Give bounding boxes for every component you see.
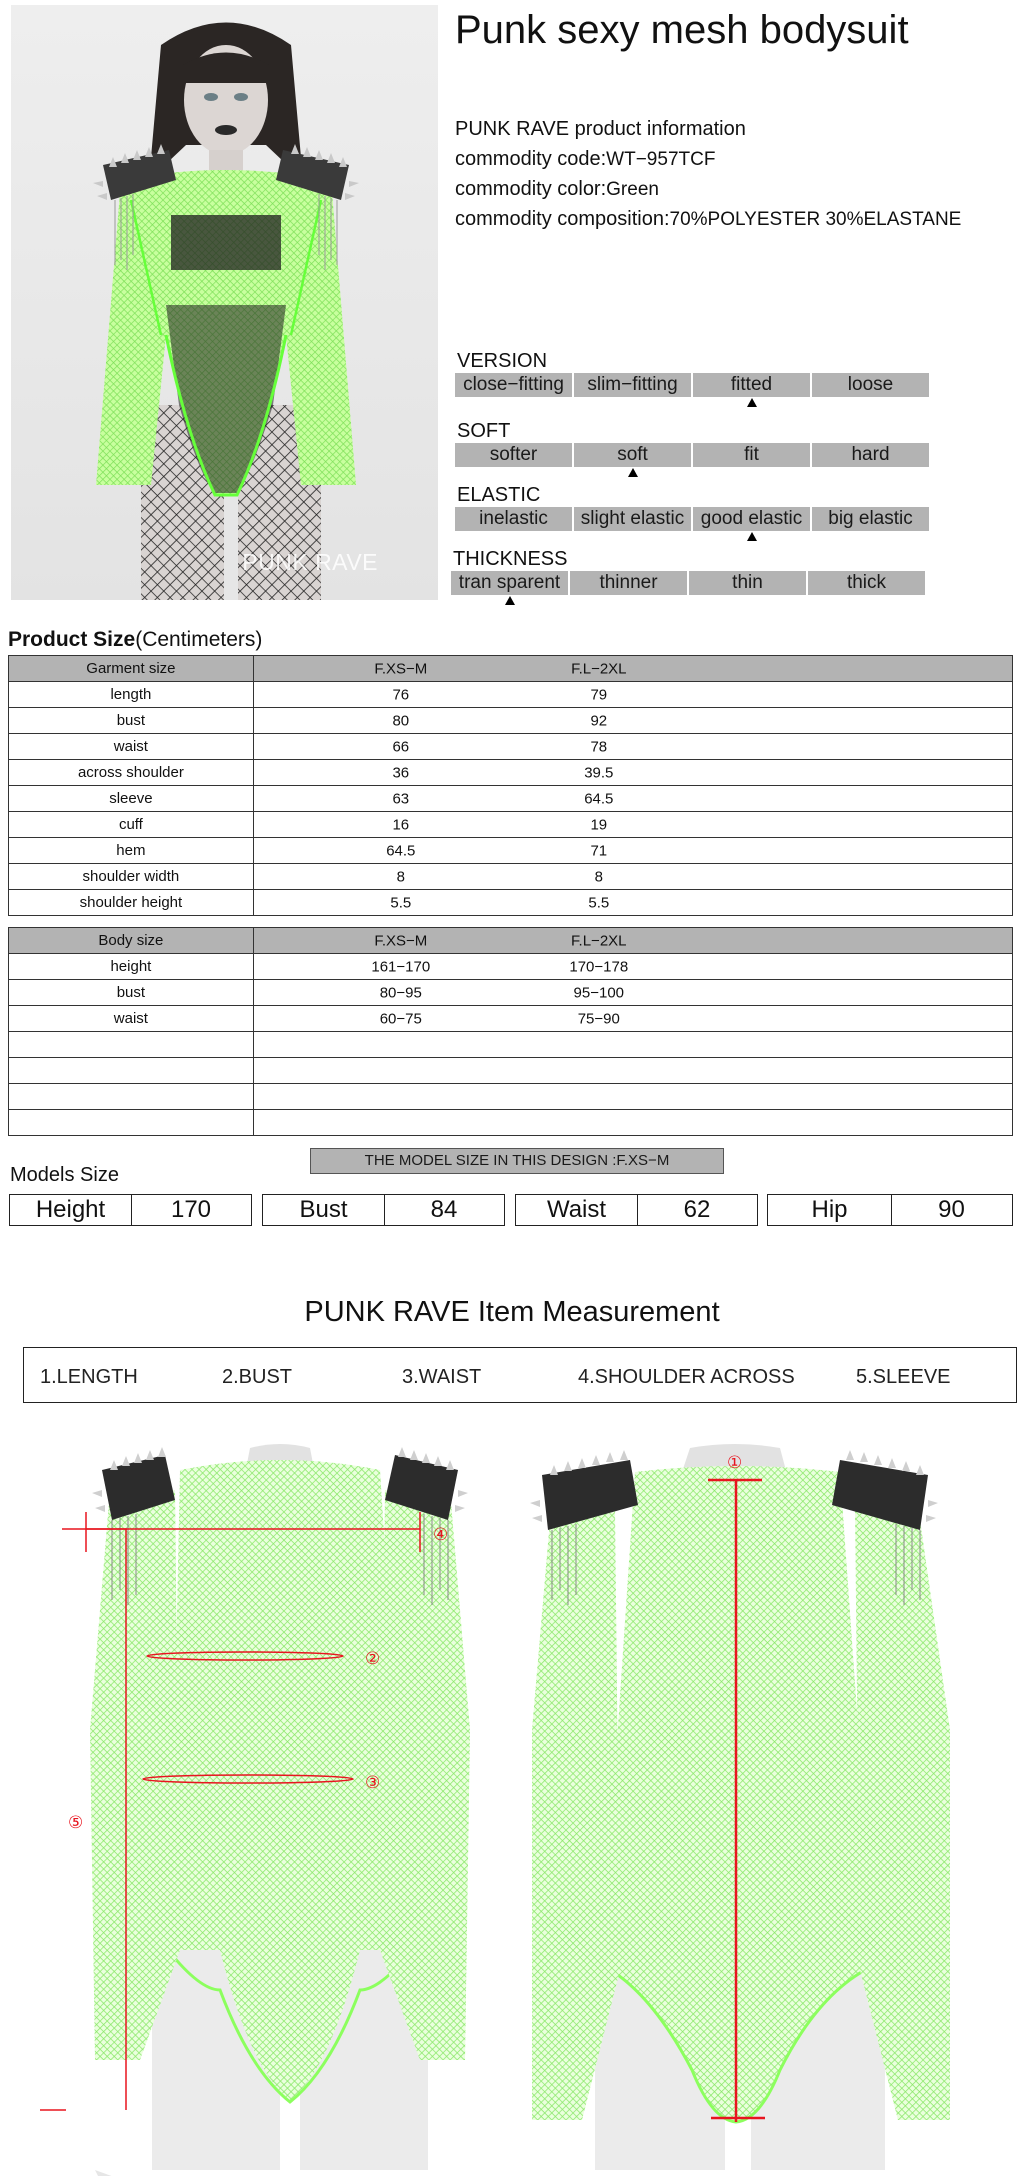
size-label: waist [9,734,254,760]
size-label [9,1084,254,1110]
garment-size-row [9,864,1013,890]
size-value-fl-2xl: 8 [594,868,603,885]
size-label: hem [9,838,254,864]
size-label: across shoulder [9,760,254,786]
commodity-color-value: Green [606,179,659,200]
attr-version-label: VERSION [457,350,548,372]
size-label: length [9,682,254,708]
size-values [253,760,1012,786]
attr-option: loose [812,373,929,397]
garment-size-row [9,708,1013,734]
model-stat-height [9,1194,252,1226]
size-value-fl-2xl: 71 [590,842,608,859]
marker-4: ④ [433,1525,449,1545]
product-size-unit: (Centimeters) [135,628,263,651]
garment-size-row [9,890,1013,916]
size-label: Garment size [9,656,254,682]
size-value-fl-2xl: 92 [590,712,608,729]
size-values [253,1110,1012,1136]
size-values [253,1084,1012,1110]
attr-version-scale [455,373,929,397]
size-label [9,1032,254,1058]
attr-soft-scale [455,443,929,467]
size-label: bust [9,980,254,1006]
size-label [9,1058,254,1084]
attr-option: fit [693,443,810,467]
body-size-row [9,1006,1013,1032]
body-size-row [9,1032,1013,1058]
size-value-fl-2xl: F.L−2XL [571,660,627,677]
size-label: Body size [9,928,254,954]
size-values [253,812,1012,838]
garment-size-row [9,812,1013,838]
product-size-title [8,628,262,652]
size-values [253,890,1012,916]
garment-size-row [9,838,1013,864]
commodity-composition-label: commodity composition: [455,208,670,230]
body-size-row-header [9,928,1013,954]
model-stat-label: Height [10,1195,132,1225]
size-value-fxs-m: 63 [392,790,410,807]
attr-option: soft [574,443,691,467]
model-stat-waist [515,1194,758,1226]
brand-watermark: PUNK RAVE [242,549,378,575]
body-size-row [9,980,1013,1006]
attr-option: hard [812,443,929,467]
measurement-item-waist: 3.WAIST [402,1366,482,1388]
attr-option: slim−fitting [574,373,691,397]
attr-option: thin [689,571,806,595]
marker-1: ① [727,1453,743,1473]
size-values [253,682,1012,708]
selected-marker-icon [505,596,515,605]
commodity-code-label: commodity code: [455,148,607,170]
front-measurement-figure [40,1430,520,2176]
attr-option: inelastic [455,507,572,531]
back-mannequin [520,1430,1000,2176]
body-size-table [8,927,1013,1136]
size-value-fl-2xl: 78 [590,738,608,755]
size-values [253,786,1012,812]
size-value-fxs-m: 66 [392,738,410,755]
size-value-fxs-m: 76 [392,686,410,703]
attr-option: close−fitting [455,373,572,397]
size-value-fl-2xl: 79 [590,686,608,703]
marker-5: ⑤ [68,1813,84,1833]
size-values [253,1006,1012,1032]
size-values [253,656,1012,682]
size-value-fl-2xl: 170−178 [569,958,629,975]
size-value-fxs-m: 5.5 [390,894,412,911]
garment-size-row-header [9,656,1013,682]
selected-marker-icon [747,398,757,407]
size-values [253,980,1012,1006]
size-label: shoulder width [9,864,254,890]
size-label: waist [9,1006,254,1032]
model-illustration [11,5,438,600]
model-stat-label: Hip [768,1195,892,1225]
size-values [253,1058,1012,1084]
model-stat-label: Bust [263,1195,385,1225]
attr-option: fitted [693,373,810,397]
info-heading: PUNK RAVE product information [455,118,746,140]
size-values [253,864,1012,890]
size-value-fxs-m: 64.5 [386,842,416,859]
commodity-composition-value: 70%POLYESTER 30%ELASTANE [669,209,962,230]
size-value-fl-2xl: 75−90 [577,1010,620,1027]
garment-size-table [8,655,1013,916]
size-values [253,734,1012,760]
attr-thickness-label: THICKNESS [453,548,568,570]
model-stat-value: 90 [938,1196,965,1223]
body-size-row [9,1110,1013,1136]
size-value-fl-2xl: 39.5 [584,764,614,781]
model-stat-bust [262,1194,505,1226]
size-values [253,928,1012,954]
size-value-fxs-m: 8 [396,868,405,885]
size-label: bust [9,708,254,734]
attr-soft-label: SOFT [457,420,511,442]
model-stat-label: Waist [516,1195,638,1225]
size-value-fxs-m: 80−95 [379,984,422,1001]
size-value-fl-2xl: 64.5 [584,790,614,807]
product-photo [11,5,438,600]
size-values [253,1032,1012,1058]
model-size-note: THE MODEL SIZE IN THIS DESIGN :F.XS−M [310,1148,724,1174]
size-value-fl-2xl: 19 [590,816,608,833]
commodity-composition-row [455,208,961,231]
selected-marker-icon [628,468,638,477]
garment-size-row [9,734,1013,760]
size-value-fl-2xl: 95−100 [573,984,625,1001]
size-values [253,838,1012,864]
attr-option: softer [455,443,572,467]
size-value-fxs-m: 36 [392,764,410,781]
size-value-fxs-m: 161−170 [371,958,431,975]
size-value-fxs-m: F.XS−M [374,660,428,677]
attr-option: thinner [570,571,687,595]
model-stat-value: 170 [170,1196,212,1223]
models-size-title: Models Size [10,1164,119,1186]
model-stat-value: 62 [683,1196,711,1223]
attr-elastic-scale [455,507,929,531]
commodity-code-value: WT−957TCF [606,149,716,170]
size-label: sleeve [9,786,254,812]
garment-size-row [9,682,1013,708]
measurement-item-sleeve: 5.SLEEVE [856,1366,951,1388]
size-label [9,1110,254,1136]
body-size-row [9,1084,1013,1110]
size-value-fxs-m: 60−75 [379,1010,422,1027]
attr-thickness-scale [451,571,925,595]
size-label: shoulder height [9,890,254,916]
marker-3: ③ [365,1773,381,1793]
model-stat-hip [767,1194,1013,1226]
measurement-item-shoulder-across: 4.SHOULDER ACROSS [578,1366,795,1388]
measurement-item-length: 1.LENGTH [40,1366,138,1388]
size-values [253,954,1012,980]
attr-option: big elastic [812,507,929,531]
model-stat-value: 84 [430,1196,458,1223]
garment-size-row [9,786,1013,812]
measurement-title: PUNK RAVE Item Measurement [304,1296,720,1328]
body-size-row [9,1058,1013,1084]
body-size-row [9,954,1013,980]
garment-size-row [9,760,1013,786]
commodity-color-label: commodity color: [455,178,607,200]
commodity-color-row [455,178,659,201]
size-values [253,708,1012,734]
size-value-fxs-m: F.XS−M [374,932,428,949]
back-measurement-figure [520,1430,1000,2176]
product-size-heading: Product Size [8,628,136,651]
front-mannequin [40,1430,520,2176]
attr-option: thick [808,571,925,595]
size-value-fl-2xl: 5.5 [588,894,610,911]
selected-marker-icon [747,532,757,541]
product-title: Punk sexy mesh bodysuit [455,8,909,52]
attr-option: good elastic [693,507,810,531]
size-value-fl-2xl: F.L−2XL [571,932,627,949]
size-value-fxs-m: 16 [392,816,410,833]
size-label: cuff [9,812,254,838]
measurement-item-bust: 2.BUST [222,1366,293,1388]
attr-elastic-label: ELASTIC [457,484,541,506]
size-value-fxs-m: 80 [392,712,410,729]
marker-2: ② [365,1649,381,1669]
size-label: height [9,954,254,980]
commodity-code-row [455,148,715,171]
attr-option: slight elastic [574,507,691,531]
attr-option: tran sparent [451,571,568,595]
